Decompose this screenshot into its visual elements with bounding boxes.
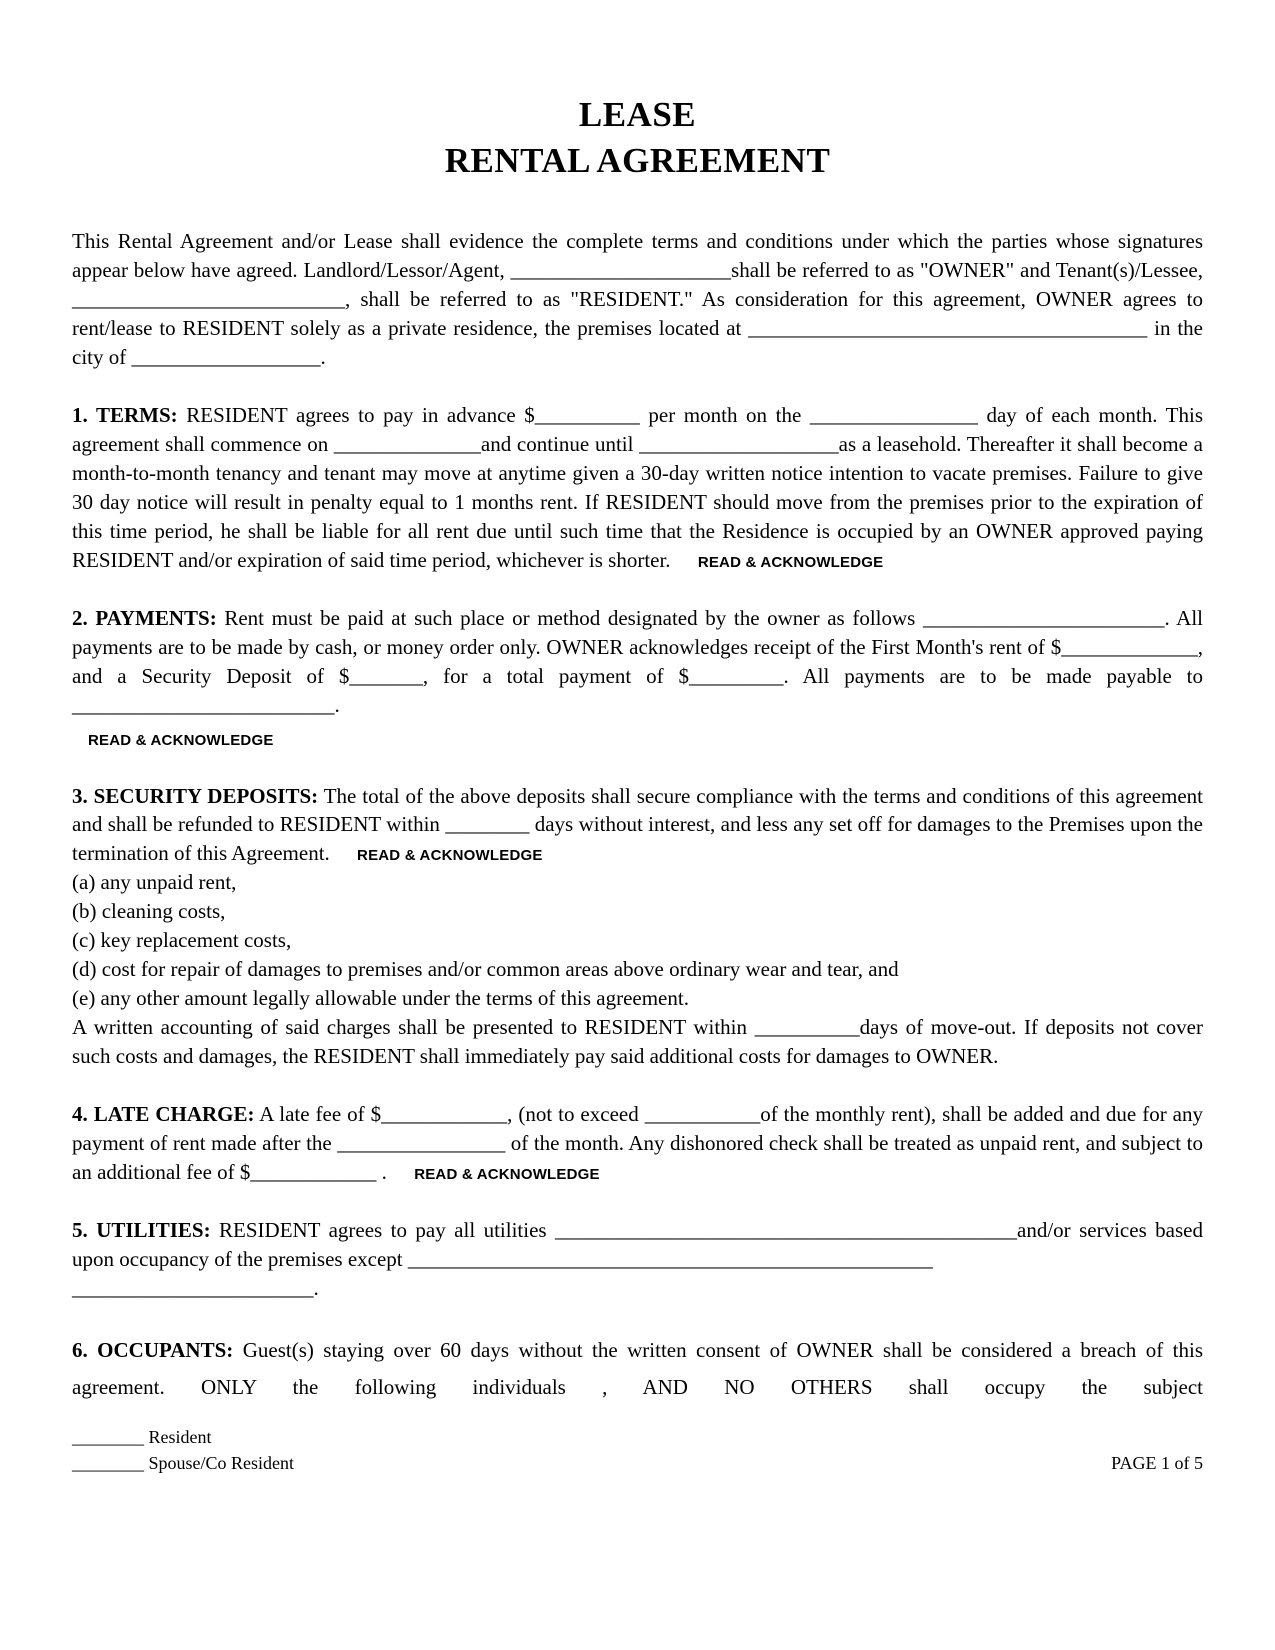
list-item-e: (e) any other amount legally allowable under the terms of this agreement. <box>72 986 689 1011</box>
read-acknowledge-label-payments: READ & ACKNOWLEDGE <box>88 731 274 749</box>
list-item-a: (a) any unpaid rent, <box>72 870 237 895</box>
section-utilities-body: RESIDENT agrees to pay all utilities ____________________________________________and/or services based upon occupancy of the premises except __________________________________________________ <box>72 1218 1203 1272</box>
section-security-deposits-body: The total of the above deposits shall secure compliance with the terms and conditions of this agreement and shall be refunded to RESIDENT within ________ days without interest, and less any set off for damages to the Premises upon the termination of this Agreement. <box>72 783 1204 866</box>
document-title <box>72 92 1203 183</box>
section-security-deposits-continuation <box>72 1013 1203 1071</box>
read-acknowledge-label-late-charge: READ & ACKNOWLEDGE <box>414 1166 600 1184</box>
section-terms-heading: 1. TERMS: <box>72 402 178 427</box>
list-item-d: (d) cost for repair of damages to premises and/or common areas above ordinary wear and tear, and <box>72 957 899 982</box>
section-payments <box>72 604 1203 720</box>
section-occupants-body: Guest(s) staying over 60 days without the written consent of OWNER shall be considered a breach of this agreement. ONLY the following individuals , AND NO OTHERS shall occupy the subject <box>72 1338 1203 1400</box>
intro-text: This Rental Agreement and/or Lease shall evidence the complete terms and conditions under which the parties whose signatures appear below have agreed. Landlord/Lessor/Agent, _____________________shall be referred to as "OWNER" and Tenant(s)/Lessee, __________________________, shall be referred to as "RESIDENT." As consideration for this agreement, OWNER agrees to rent/lease to RESIDENT solely as a private residence, the premises located at ______________________________________ in the city of __________________. <box>72 229 1203 369</box>
section-payments-heading: 2. PAYMENTS: <box>72 605 217 630</box>
security-deposits-continuation-text: A written accounting of said charges shall be presented to RESIDENT within __________days of move-out. If deposits not cover such costs and damages, the RESIDENT shall immediately pay said additional costs for damages to OWNER. <box>72 1015 1203 1069</box>
footer-spouse-line: ________ Spouse/Co Resident <box>72 1453 295 1474</box>
section-late-charge <box>72 1100 1203 1187</box>
section-security-deposits <box>72 782 1203 869</box>
section-terms-body: RESIDENT agrees to pay in advance $__________ per month on the ________________ day of each month. This agreement shall commence on ______________and continue until ___________________as a leasehold. Thereafter it shall become a month-to-month tenancy and tenant may move at anytime given a 30-day written notice intention to vacate premises. Failure to give 30 day notice will result in penalty equal to 1 months rent. If RESIDENT should move from the premises prior to the expiration of this time period, he shall be liable for all rent due until such time that the Residence is occupied by an OWNER approved paying RESIDENT and/or expiration of said time period, whichever is shorter. <box>72 402 1203 572</box>
list-item-b: (b) cleaning costs, <box>72 899 226 924</box>
section-terms <box>72 401 1203 575</box>
page-footer <box>72 1424 1203 1476</box>
footer-signature-lines <box>72 1424 294 1476</box>
page-number: PAGE 1 of 5 <box>1111 1453 1203 1474</box>
section-utilities-blank-line: _______________________. <box>72 1276 319 1301</box>
security-deposit-list <box>72 868 1203 1013</box>
section-occupants-heading: 6. OCCUPANTS: <box>72 1338 234 1362</box>
read-acknowledge-label-terms: READ & ACKNOWLEDGE <box>697 553 884 571</box>
intro-paragraph <box>72 227 1203 372</box>
section-utilities <box>72 1216 1203 1303</box>
section-occupants <box>72 1332 1203 1407</box>
read-acknowledge-label-security: READ & ACKNOWLEDGE <box>357 847 543 865</box>
section-security-deposits-heading: 3. SECURITY DEPOSITS: <box>72 783 319 808</box>
section-late-charge-body: A late fee of $____________, (not to exceed ___________of the monthly rent), shall be added and due for any payment of rent made after the ________________ of the month. Any dishonored check shall be treated as unpaid rent, and subject to an additional fee of $____________ . <box>72 1102 1203 1185</box>
section-late-charge-heading: 4. LATE CHARGE: <box>72 1102 255 1127</box>
list-item-c: (c) key replacement costs, <box>72 928 292 953</box>
section-payments-body: Rent must be paid at such place or method designated by the owner as follows _______________________. All payments are to be made by cash, or money order only. OWNER acknowledges receipt of the First Month's rent of $_____________, and a Security Deposit of $_______, for a total payment of $_________. All payments are to be made payable to _________________________. <box>72 605 1203 717</box>
document-title-line2: RENTAL AGREEMENT <box>444 140 831 180</box>
section-utilities-heading: 5. UTILITIES: <box>72 1218 211 1243</box>
read-acknowledge-line-payments <box>88 724 1203 753</box>
document-title-line1: LEASE <box>578 95 697 134</box>
footer-resident-line: ________ Resident <box>72 1427 212 1447</box>
